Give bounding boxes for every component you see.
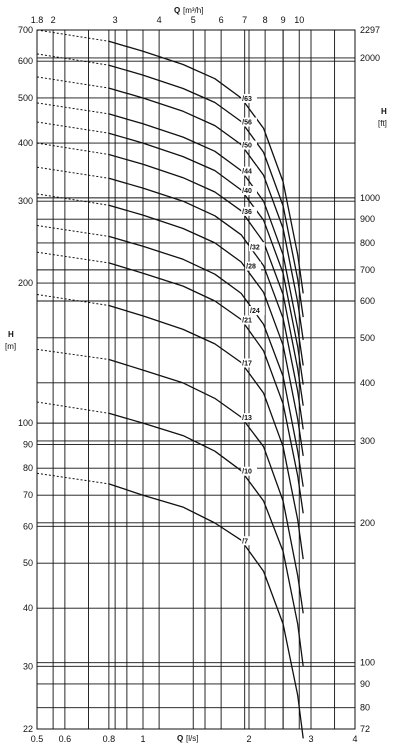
x-tick-label-top: 1.8 xyxy=(30,15,44,25)
curve-series xyxy=(109,65,303,317)
bottom-axis-unit: [l/s] xyxy=(186,734,199,743)
x-tick-label-bottom: 0.8 xyxy=(102,734,116,744)
y-tick-label-left: 50 xyxy=(22,558,33,569)
y-tick-label-left: 80 xyxy=(22,463,33,474)
x-tick-label-top: 9 xyxy=(280,15,286,25)
x-tick-label-top: 2 xyxy=(50,15,56,25)
plot-frame xyxy=(37,30,355,729)
curve-series xyxy=(109,178,303,429)
y-tick-label-right: 200 xyxy=(360,517,376,528)
curve-label: /10 xyxy=(242,468,252,476)
curve-series xyxy=(109,306,303,560)
curve-label: /17 xyxy=(242,360,252,368)
curve-label: /7 xyxy=(242,538,248,546)
x-tick-label-bottom: 4 xyxy=(352,734,358,744)
y-tick-label-right: 2000 xyxy=(360,52,381,63)
curve-label: /28 xyxy=(246,263,256,271)
curve-label: /24 xyxy=(250,308,260,316)
curve-dashed-extension xyxy=(37,122,109,133)
curve-series xyxy=(109,236,303,486)
curve-label: /56 xyxy=(242,119,252,127)
x-tick-label-bottom: 2 xyxy=(246,734,252,744)
top-axis-unit: [m³/h] xyxy=(183,6,204,15)
curve-series xyxy=(109,133,303,384)
curve-dashed-extension xyxy=(37,295,109,306)
y-tick-label-left: 40 xyxy=(22,603,33,614)
y-tick-label-left: 30 xyxy=(22,661,33,672)
curve-series xyxy=(109,413,303,666)
curve-dashed-extension xyxy=(37,349,109,359)
curve-dashed-extension xyxy=(37,473,109,484)
x-tick-label-bottom: 0.5 xyxy=(30,734,44,744)
y-tick-label-left: 300 xyxy=(17,196,33,207)
curve-dashed-extension xyxy=(37,77,109,88)
curve-dashed-extension xyxy=(37,252,109,263)
top-axis-title: Q xyxy=(174,6,181,15)
curve-label: /40 xyxy=(242,188,252,196)
curve-label: /13 xyxy=(242,415,252,423)
right-axis-title: H xyxy=(381,107,387,116)
y-tick-label-right: 300 xyxy=(360,435,376,446)
x-tick-label-top: 6 xyxy=(218,15,224,25)
y-tick-label-left: 22 xyxy=(22,724,33,734)
y-tick-label-left: 700 xyxy=(17,25,33,35)
y-tick-label-right: 2297 xyxy=(360,25,381,35)
y-tick-label-left: 100 xyxy=(17,418,33,429)
grid xyxy=(37,30,355,729)
bottom-axis-title: Q xyxy=(177,734,184,743)
curve-label: /32 xyxy=(250,244,260,252)
x-tick-label-top: 10 xyxy=(294,15,305,25)
y-tick-label-right: 400 xyxy=(360,377,376,388)
curve-dashed-extension xyxy=(37,103,109,114)
y-tick-label-right: 900 xyxy=(360,214,376,225)
y-tick-label-right: 100 xyxy=(360,657,376,668)
curve-label: /63 xyxy=(242,95,252,103)
performance-curves xyxy=(37,30,303,738)
y-tick-label-right: 700 xyxy=(360,264,376,275)
right-axis-unit: [ft] xyxy=(378,119,387,128)
y-tick-label-right: 800 xyxy=(360,237,376,248)
y-tick-label-right: 72 xyxy=(360,724,371,734)
x-tick-label-top: 5 xyxy=(190,15,196,25)
y-tick-label-left: 500 xyxy=(17,92,33,103)
y-tick-label-left: 400 xyxy=(17,138,33,149)
y-tick-label-left: 200 xyxy=(17,278,33,289)
y-tick-label-right: 80 xyxy=(360,702,371,713)
curve-dashed-extension xyxy=(37,226,109,237)
x-tick-label-top: 7 xyxy=(242,15,248,25)
y-tick-label-left: 600 xyxy=(17,56,33,67)
x-tick-label-bottom: 1 xyxy=(140,734,146,744)
x-tick-label-bottom: 0.6 xyxy=(58,734,72,744)
x-tick-label-bottom: 3 xyxy=(308,734,314,744)
x-tick-label-top: 3 xyxy=(112,15,118,25)
curve-dashed-extension xyxy=(37,54,109,65)
curve-dashed-extension xyxy=(37,402,109,413)
left-axis-unit: [m] xyxy=(5,342,17,351)
curve-dashed-extension xyxy=(37,143,109,154)
y-tick-label-right: 1000 xyxy=(360,192,381,203)
y-tick-label-left: 70 xyxy=(22,490,33,501)
x-tick-label-top: 4 xyxy=(156,15,162,25)
y-tick-label-right: 500 xyxy=(360,332,376,343)
curve-label: /44 xyxy=(242,168,252,176)
tick-labels xyxy=(18,15,380,744)
curve-series xyxy=(109,484,303,739)
x-tick-label-top: 8 xyxy=(262,15,268,25)
curve-dashed-extension xyxy=(37,30,109,41)
curve-label: /50 xyxy=(242,142,252,150)
curve-dashed-extension xyxy=(37,167,109,178)
left-axis-title: H xyxy=(8,330,14,339)
curve-series xyxy=(109,114,303,366)
y-tick-label-right: 600 xyxy=(360,295,376,306)
curve-dashed-extension xyxy=(37,194,109,205)
y-tick-label-right: 90 xyxy=(360,678,371,689)
curve-label: /36 xyxy=(242,208,252,216)
y-tick-label-left: 90 xyxy=(22,439,33,450)
y-tick-label-left: 60 xyxy=(22,521,33,532)
curve-label: /21 xyxy=(242,317,252,325)
curve-series xyxy=(109,360,303,614)
